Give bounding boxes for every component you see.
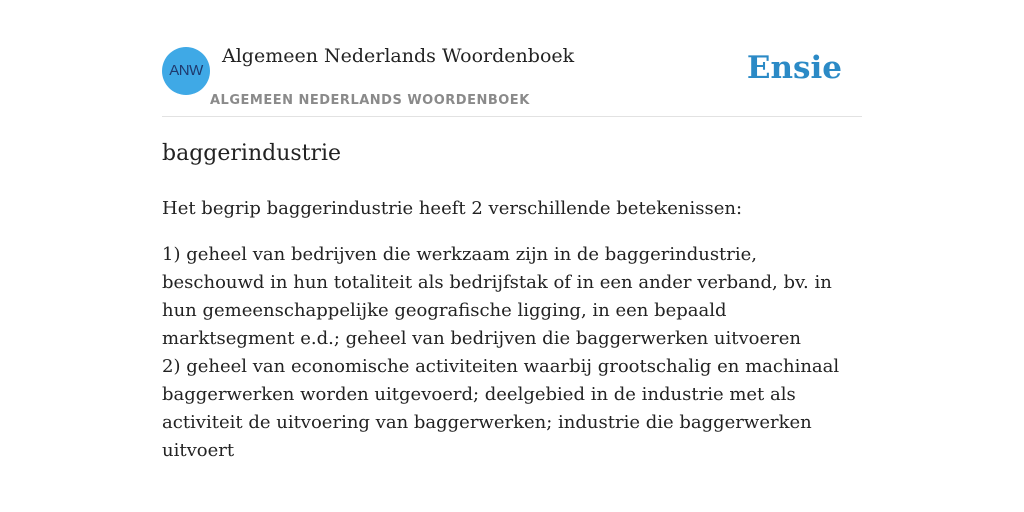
source-header	[162, 40, 862, 117]
entry-intro: Het begrip baggerindustrie heeft 2 verschillende betekenissen:	[162, 198, 743, 219]
entry-content	[162, 138, 862, 465]
meanings-list	[162, 241, 862, 465]
source-subtitle: ALGEMEEN NEDERLANDS WOORDENBOEK	[210, 93, 530, 108]
source-title[interactable]: Algemeen Nederlands Woordenboek	[222, 45, 575, 67]
ensie-brand-link[interactable]: Ensie	[746, 50, 842, 86]
meaning-item: 2) geheel van economische activiteiten waarbij grootschalig en machinaal baggerwerken worden uitgevoerd; deelgebied in de industrie met als activiteit de uitvoering van baggerwerken; industrie die baggerwerken uitvoert	[162, 356, 840, 461]
anw-logo[interactable]: ANW	[162, 47, 210, 95]
entry-word-title: baggerindustrie	[162, 141, 342, 166]
meaning-item: 1) geheel van bedrijven die werkzaam zijn in de baggerindustrie, beschouwd in hun totaliteit als bedrijfstak of in een ander verband, bv. in hun gemeenschappelijke geografische ligging, in een bepaald marktsegment e.d.; geheel van bedrijven die baggerwerken uitvoeren	[162, 244, 832, 349]
